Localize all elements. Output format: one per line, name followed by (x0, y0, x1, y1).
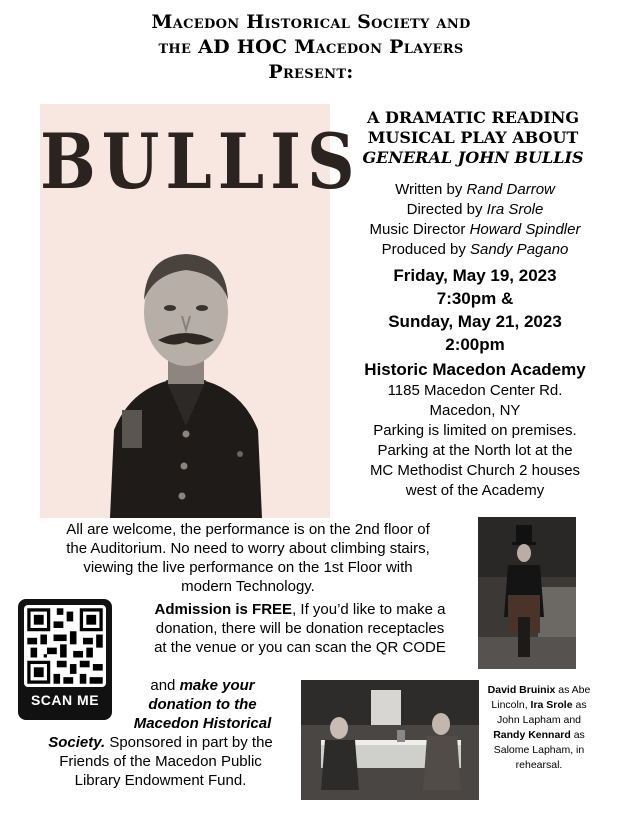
admission-line-2: donation, there will be donation receptacles (155, 620, 445, 637)
event-header (0, 10, 622, 85)
donation-line-2 (100, 695, 305, 714)
caption-actor-3: Randy Kennard (493, 729, 571, 741)
credit-writer-label: Written by (395, 181, 467, 198)
donation-society: Macedon Historical (133, 715, 272, 732)
credit-writer (330, 180, 620, 200)
venue-name: Historic Macedon Academy (364, 360, 586, 379)
credit-director (330, 200, 620, 220)
admission-line-1-text: , If you’d like to make a (292, 601, 446, 618)
play-title-line-2: MUSICAL PLAY ABOUT (367, 128, 579, 147)
sponsor-line-3: Library Endowment Fund. (74, 772, 247, 789)
parking-line-3: MC Methodist Church 2 houses (369, 462, 581, 479)
credit-producer-label: Produced by (381, 241, 470, 258)
event-date-1: Friday, May 19, 2023 (393, 266, 557, 285)
header-line-2: the AD HOC Macedon Players (158, 36, 464, 58)
credit-music (330, 220, 620, 240)
donation-text (100, 676, 305, 733)
donation-to: donation to the (148, 696, 257, 713)
credit-producer-name: Sandy Pagano (469, 241, 569, 258)
qr-code[interactable] (18, 599, 112, 720)
caption-role-3: as Salome Lapham, in rehearsal. (493, 729, 585, 771)
parking-line-1: Parking is limited on premises. (373, 422, 577, 439)
welcome-line-1: All are welcome, the performance is on the 2nd floor of (66, 521, 430, 538)
donation-line-3 (100, 714, 305, 733)
photo-caption (480, 683, 598, 773)
admission-line-3: at the venue or you can scan the QR CODE (154, 639, 446, 656)
credit-music-name: Howard Spindler (469, 221, 581, 238)
event-dates (330, 264, 620, 356)
credit-producer (330, 240, 620, 260)
admission-free: Admission is FREE (154, 601, 293, 618)
caption-actor-1: David Bruinix (487, 684, 556, 696)
qr-scan-label: SCAN ME (30, 692, 100, 708)
play-title (338, 108, 608, 168)
event-time-1: 7:30pm & (436, 289, 514, 308)
parking-line-2: Parking at the North lot at the (377, 442, 573, 459)
welcome-line-2: the Auditorium. No need to worry about climbing stairs, (66, 540, 430, 557)
header-line-3: Present: (268, 61, 354, 83)
sponsor-line-2: Friends of the Macedon Public (59, 753, 262, 770)
qr-pattern-icon (24, 605, 106, 687)
qr-code-image[interactable] (24, 605, 106, 687)
admission-line-1 (120, 600, 480, 619)
parking-line-4: west of the Academy (405, 482, 545, 499)
donation-society-end: Society. (48, 734, 106, 751)
welcome-line-4: modern Technology. (181, 578, 315, 595)
admission-text (120, 600, 480, 657)
caption-role-2: as John Lapham and (496, 699, 587, 726)
lincoln-rehearsal-photo (478, 517, 576, 669)
credit-director-name: Ira Srole (486, 201, 544, 218)
sponsor-line-1-text: Sponsored in part by the (105, 734, 273, 751)
credit-director-label: Directed by (406, 201, 487, 218)
play-title-line-1: A DRAMATIC READING (366, 108, 580, 127)
poster-title: BULLIS (40, 116, 361, 207)
venue-address-2: Macedon, NY (429, 402, 521, 419)
donation-make: make your (179, 677, 255, 694)
caption-actor-2: Ira Srole (530, 699, 573, 711)
welcome-text (18, 520, 478, 596)
sponsor-line-1 (18, 733, 303, 752)
cast-rehearsal-photo (301, 680, 479, 800)
donation-and: and (150, 677, 180, 694)
donation-line-1 (100, 676, 305, 695)
event-time-2: 2:00pm (445, 335, 505, 354)
header-line-1: Macedon Historical Society and (151, 11, 471, 33)
venue-address-1: 1185 Macedon Center Rd. (387, 382, 563, 399)
credit-music-label: Music Director (369, 221, 470, 238)
caption-role-1: as Abe Lincoln, (491, 684, 591, 711)
credits-block (330, 180, 620, 260)
welcome-line-3: viewing the live performance on the 1st Floor with (83, 559, 413, 576)
general-bullis-portrait (100, 230, 272, 518)
event-date-2: Sunday, May 21, 2023 (388, 312, 562, 331)
sponsor-text (18, 733, 303, 790)
play-title-line-3: GENERAL JOHN BULLIS (362, 148, 584, 167)
credit-writer-name: Rand Darrow (466, 181, 555, 198)
venue-block (330, 358, 620, 501)
